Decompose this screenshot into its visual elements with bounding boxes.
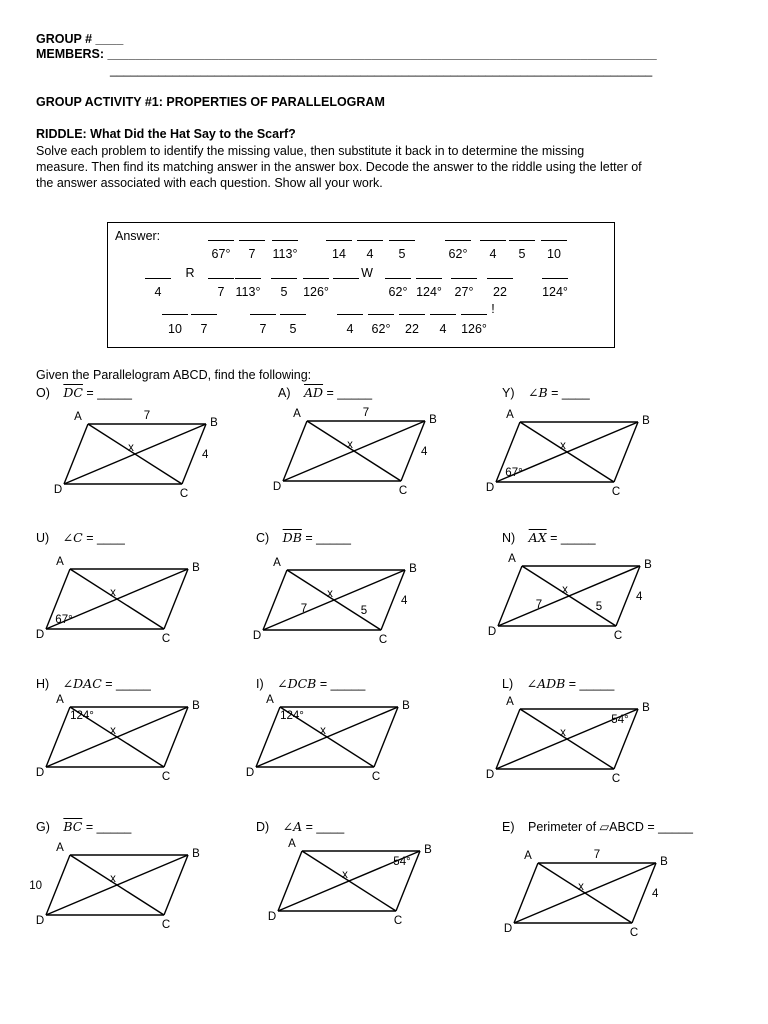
- vertex-a-label: A: [288, 838, 296, 850]
- answer-value: 126°: [303, 285, 329, 299]
- vertex-c-label: C: [179, 488, 189, 500]
- side-top-label: 7: [143, 410, 151, 422]
- answer-blank: [145, 278, 171, 279]
- answer-blank: [337, 314, 363, 315]
- side-left-label: 10: [29, 880, 42, 892]
- vertex-d-label: D: [485, 482, 495, 494]
- side-right-label: 4: [401, 595, 408, 607]
- vertex-d-label: D: [485, 769, 495, 781]
- vertex-c-label: C: [393, 915, 403, 927]
- vertex-c-label: C: [161, 633, 171, 645]
- answer-blank: [389, 240, 415, 241]
- answer-blank: [451, 278, 477, 279]
- problem-id: N): [502, 531, 519, 545]
- side-right-label: 4: [636, 591, 643, 603]
- segment-right-label: 5: [360, 605, 368, 617]
- vertex-d-label: D: [35, 767, 45, 779]
- vertex-b-label: B: [660, 856, 668, 868]
- vertex-a-label: A: [56, 694, 64, 706]
- problem-id: O): [36, 386, 54, 400]
- members-line-2: ______________________________________________________________________________: [110, 63, 653, 77]
- problem-expression: $\overline{AD}$: [303, 385, 324, 400]
- group-label: GROUP # ____: [36, 32, 124, 46]
- answer-value: 5: [518, 247, 526, 261]
- intersection-x-label: x: [110, 873, 116, 885]
- vertex-d-label: D: [252, 630, 262, 642]
- answer-line: = _____: [101, 677, 151, 691]
- problem-expression: Perimeter of: [527, 820, 597, 834]
- angle-a-label: 124°: [70, 710, 94, 722]
- answer-blank: [430, 314, 456, 315]
- vertex-a-label: A: [506, 409, 514, 421]
- answer-blank: [280, 314, 306, 315]
- answer-value: 14: [332, 247, 346, 261]
- answer-blank: [542, 278, 568, 279]
- answer-blank: [191, 314, 217, 315]
- vertex-a-label: A: [508, 553, 516, 565]
- problem-id: C): [256, 531, 273, 545]
- intersection-x-label: x: [128, 442, 134, 454]
- vertex-a-label: A: [266, 694, 274, 706]
- parallelogram-figure: [487, 548, 662, 642]
- answer-value: 5: [289, 322, 297, 336]
- angle-b-label: 54°: [393, 856, 411, 868]
- problem-header: [502, 530, 596, 545]
- vertex-c-label: C: [629, 927, 639, 939]
- problem-expression: $\overline{DC}$: [63, 385, 83, 400]
- parallelogram-figure: [485, 691, 660, 785]
- diagonal-bd: [64, 424, 206, 484]
- vertex-d-label: D: [35, 915, 45, 927]
- side-top-label: 7: [593, 849, 601, 861]
- parallelogram-figure: [35, 551, 210, 645]
- vertex-b-label: B: [192, 700, 200, 712]
- angle-a-label: 124°: [280, 710, 304, 722]
- answer-blank: [208, 240, 234, 241]
- answer-value: 113°: [272, 247, 298, 261]
- vertex-b-label: B: [192, 562, 200, 574]
- vertex-b-label: B: [424, 844, 432, 856]
- problem-expression: ∠A: [282, 819, 303, 834]
- answer-line: = _____: [546, 531, 596, 545]
- vertex-b-label: B: [210, 417, 218, 429]
- vertex-d-label: D: [267, 911, 277, 923]
- answer-value: 124°: [542, 285, 568, 299]
- instruction-line-1: Solve each problem to identify the missing value, then substitute it back in to determine the missing: [36, 144, 585, 158]
- answer-blank: [162, 314, 188, 315]
- answer-blank: [272, 240, 298, 241]
- answer-value: 67°: [211, 247, 231, 261]
- instruction-line-2: measure. Then find its matching answer in the answer box. Decode the answer to the riddle using the letter of: [36, 160, 642, 174]
- instruction-line-3: the answer associated with each question. Show all your work.: [36, 176, 383, 190]
- answer-blank: [333, 278, 359, 279]
- answer-value: 4: [439, 322, 447, 336]
- answer-blank: [385, 278, 411, 279]
- answer-value: 22: [405, 322, 419, 336]
- members-label: MEMBERS: _______________________________________________________________________________: [36, 47, 657, 61]
- answer-line: = ____: [547, 386, 590, 400]
- vertex-a-label: A: [74, 411, 82, 423]
- segment-right-label: 5: [595, 601, 603, 613]
- riddle-title: RIDDLE: What Did the Hat Say to the Scarf?: [36, 127, 296, 141]
- problem-header: [36, 819, 131, 834]
- intersection-x-label: x: [578, 881, 584, 893]
- parallelogram-figure: [267, 833, 442, 927]
- problem-expression: $\overline{DB}$: [282, 530, 302, 545]
- problem-expression: ∠DCB: [277, 676, 317, 691]
- shape-name: ABCD: [609, 820, 644, 834]
- vertex-b-label: B: [429, 414, 437, 426]
- vertex-a-label: A: [524, 850, 532, 862]
- diagonal-bd: [263, 570, 405, 630]
- side-top-label: 7: [362, 407, 370, 419]
- answer-line: = _____: [316, 677, 366, 691]
- answer-value: 7: [259, 322, 267, 336]
- intersection-x-label: x: [327, 588, 333, 600]
- answer-value: 4: [366, 247, 374, 261]
- problem-id: I): [256, 677, 268, 691]
- answer-blank: [399, 314, 425, 315]
- answer-line: = _____: [565, 677, 615, 691]
- segment-left-label: 7: [535, 599, 543, 611]
- angle-d-label: 67°: [505, 467, 523, 479]
- problem-expression: $\overline{AX}$: [528, 530, 547, 545]
- answer-value: 7: [217, 285, 225, 299]
- problem-id: G): [36, 820, 54, 834]
- problem-id: Y): [502, 386, 518, 400]
- angle-d-label: 67°: [55, 614, 73, 626]
- side-right-label: 4: [202, 449, 209, 461]
- vertex-d-label: D: [245, 767, 255, 779]
- problem-expression: ∠C: [62, 530, 83, 545]
- diagonal-bd: [256, 707, 398, 767]
- answer-line: = _____: [82, 820, 132, 834]
- vertex-a-label: A: [273, 557, 281, 569]
- answer-blank: [480, 240, 506, 241]
- answer-value: 22: [493, 285, 507, 299]
- answer-blank: [250, 314, 276, 315]
- answer-value: 5: [398, 247, 406, 261]
- answer-blank: [487, 278, 513, 279]
- answer-value: 126°: [461, 322, 487, 336]
- answer-blank: [461, 314, 487, 315]
- problem-expression: ∠ADB: [526, 676, 566, 691]
- answer-line: = _____: [82, 386, 132, 400]
- answer-blank: [235, 278, 261, 279]
- intersection-x-label: x: [342, 869, 348, 881]
- vertex-b-label: B: [409, 563, 417, 575]
- answer-line: = _____: [323, 386, 373, 400]
- problem-header: [502, 385, 590, 400]
- problem-header: [36, 385, 132, 400]
- answer-line: = ____: [82, 531, 125, 545]
- vertex-d-label: D: [503, 923, 513, 935]
- answer-value: 62°: [388, 285, 408, 299]
- intersection-x-label: x: [110, 725, 116, 737]
- given-text: Given the Parallelogram ABCD, find the following:: [36, 368, 312, 382]
- answer-value: 62°: [448, 247, 468, 261]
- answer-value: 124°: [416, 285, 442, 299]
- answer-blank: [541, 240, 567, 241]
- vertex-b-label: B: [192, 848, 200, 860]
- answer-letter-r: R: [185, 266, 195, 280]
- vertex-c-label: C: [398, 485, 408, 497]
- answer-blank: [326, 240, 352, 241]
- answer-value: 5: [280, 285, 288, 299]
- answer-blank: [271, 278, 297, 279]
- vertex-c-label: C: [611, 773, 621, 785]
- problem-header: [502, 676, 614, 691]
- diagonal-bd: [514, 863, 656, 923]
- vertex-c-label: C: [371, 771, 381, 783]
- answer-letter-w: W: [361, 266, 373, 280]
- problem-id: U): [36, 531, 53, 545]
- vertex-d-label: D: [272, 481, 282, 493]
- problem-header: [256, 819, 344, 834]
- problem-header: [256, 530, 351, 545]
- problem-header: [36, 530, 125, 545]
- answer-blank: [445, 240, 471, 241]
- problem-id: L): [502, 677, 517, 691]
- diagonal-bd: [498, 566, 640, 626]
- answer-value: 113°: [235, 285, 261, 299]
- problem-header: [278, 385, 372, 400]
- diagonal-bd: [283, 421, 425, 481]
- vertex-b-label: B: [402, 700, 410, 712]
- side-right-label: 4: [421, 446, 428, 458]
- vertex-b-label: B: [644, 559, 652, 571]
- parallelogram-figure: [53, 406, 228, 500]
- parallelogram-figure: [485, 404, 660, 498]
- vertex-d-label: D: [35, 629, 45, 641]
- problem-expression: ∠DAC: [62, 676, 102, 691]
- vertex-b-label: B: [642, 415, 650, 427]
- vertex-c-label: C: [611, 486, 621, 498]
- answer-line: = _____: [643, 820, 693, 834]
- parallelogram-figure: [503, 845, 678, 939]
- vertex-d-label: D: [487, 626, 497, 638]
- answer-value: 4: [489, 247, 497, 261]
- problem-id: D): [256, 820, 273, 834]
- problem-id: A): [278, 386, 294, 400]
- answer-blank: [368, 314, 394, 315]
- parallelogram-icon: ▱: [596, 820, 610, 834]
- answer-exclamation: !: [491, 302, 495, 316]
- answer-value: 7: [200, 322, 208, 336]
- activity-title: GROUP ACTIVITY #1: PROPERTIES OF PARALLELOGRAM: [36, 95, 385, 109]
- problem-header: [502, 819, 693, 834]
- answer-blank: [208, 278, 234, 279]
- vertex-a-label: A: [506, 696, 514, 708]
- answer-value: 7: [248, 247, 256, 261]
- segment-left-label: 7: [300, 603, 308, 615]
- answer-value: 62°: [371, 322, 391, 336]
- answer-value: 4: [154, 285, 162, 299]
- answer-blank: [416, 278, 442, 279]
- vertex-a-label: A: [293, 408, 301, 420]
- answer-blank: [303, 278, 329, 279]
- side-right-label: 4: [652, 888, 659, 900]
- diagonal-bd: [46, 707, 188, 767]
- parallelogram-figure: [29, 837, 210, 931]
- parallelogram-figure: [272, 403, 447, 497]
- problem-expression: $\overline{BC}$: [63, 819, 83, 834]
- parallelogram-figure: [252, 552, 427, 646]
- answer-value: 10: [547, 247, 561, 261]
- vertex-c-label: C: [613, 630, 623, 642]
- intersection-x-label: x: [110, 587, 116, 599]
- answer-label: Answer:: [115, 229, 161, 243]
- intersection-x-label: x: [560, 727, 566, 739]
- vertex-a-label: A: [56, 556, 64, 568]
- parallelogram-figure: [245, 689, 420, 783]
- vertex-a-label: A: [56, 842, 64, 854]
- diagonal-bd: [46, 855, 188, 915]
- answer-value: 4: [346, 322, 354, 336]
- intersection-x-label: x: [562, 584, 568, 596]
- parallelogram-figure: [35, 689, 210, 783]
- vertex-c-label: C: [378, 634, 388, 646]
- answer-blank: [509, 240, 535, 241]
- answer-line: = _____: [301, 531, 351, 545]
- intersection-x-label: x: [560, 440, 566, 452]
- answer-value: 10: [168, 322, 182, 336]
- vertex-b-label: B: [642, 702, 650, 714]
- angle-b-label: 54°: [611, 714, 629, 726]
- problem-id: H): [36, 677, 53, 691]
- intersection-x-label: x: [320, 725, 326, 737]
- answer-blank: [239, 240, 265, 241]
- problem-id: E): [502, 820, 518, 834]
- problem-expression: ∠B: [527, 385, 548, 400]
- answer-blank: [357, 240, 383, 241]
- intersection-x-label: x: [347, 439, 353, 451]
- vertex-d-label: D: [53, 484, 63, 496]
- vertex-c-label: C: [161, 919, 171, 931]
- vertex-c-label: C: [161, 771, 171, 783]
- answer-line: = ____: [302, 820, 345, 834]
- answer-value: 27°: [454, 285, 474, 299]
